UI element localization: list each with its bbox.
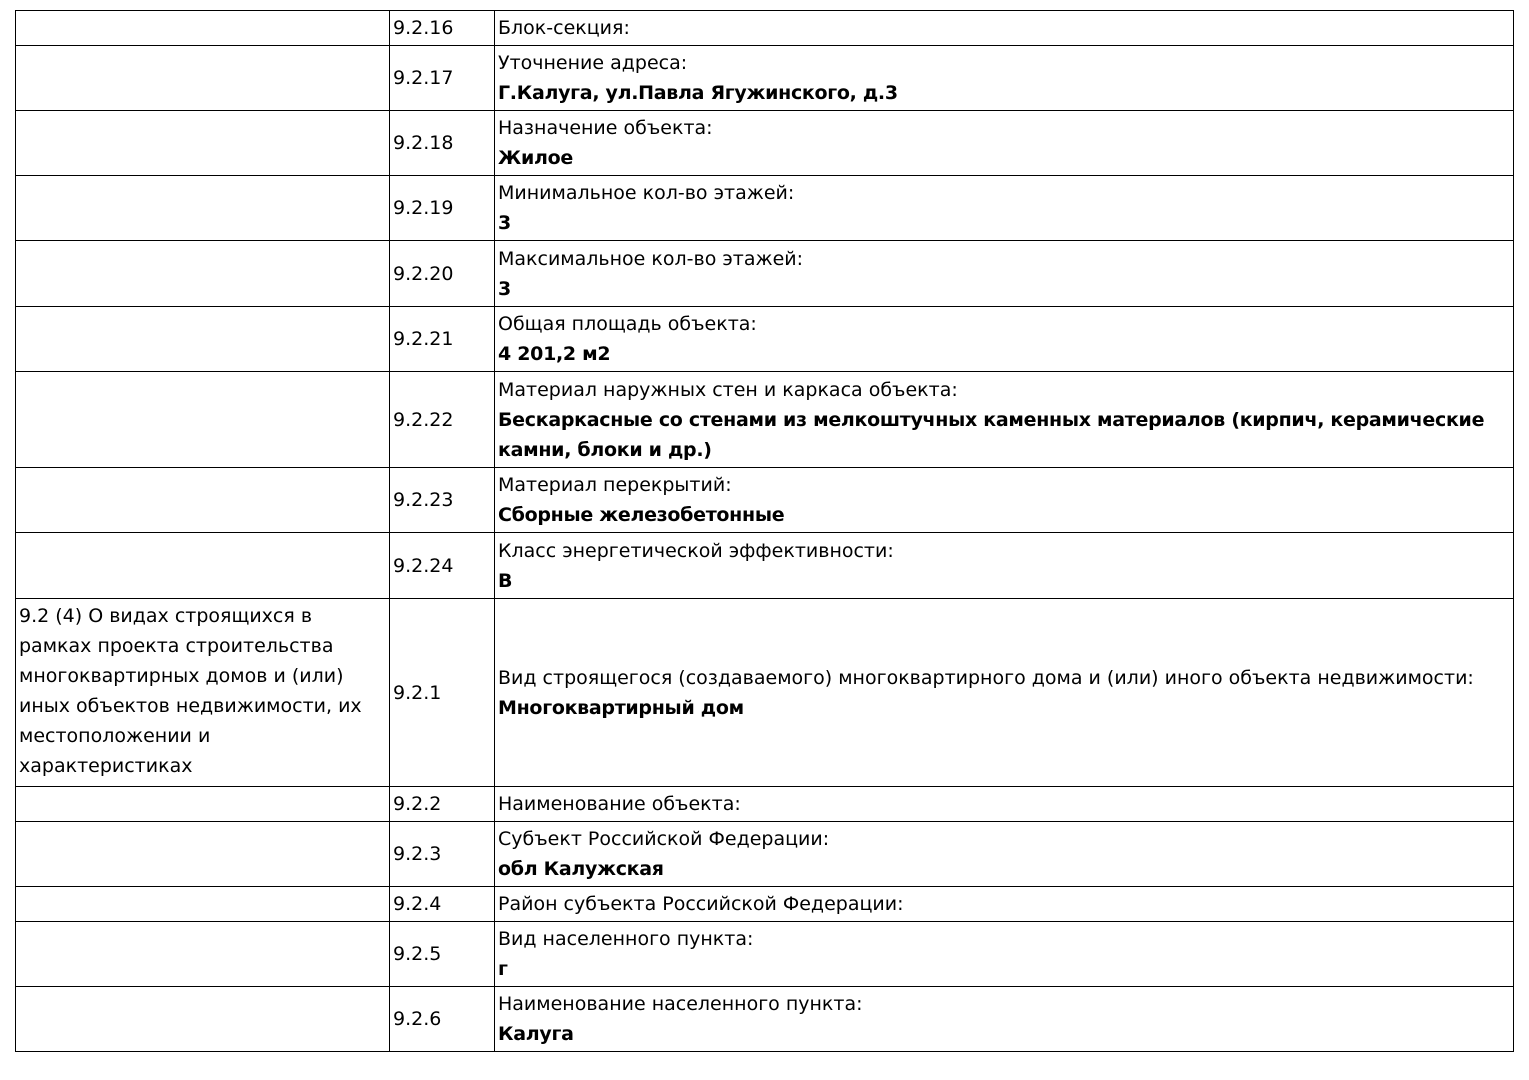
item-label: Максимальное кол-во этажей: xyxy=(498,247,804,270)
section-cell: 9.2 (4) О видах строящихся в рамках проекта строительства многоквартирных домов и (или) иных объектов недвижимости, их местоположении и характеристиках xyxy=(16,599,390,787)
item-value: обл Калужская xyxy=(498,858,664,880)
item-content xyxy=(495,372,1514,468)
table-row xyxy=(16,307,1514,372)
item-number: 9.2.22 xyxy=(390,372,495,468)
item-content xyxy=(495,822,1514,887)
section-cell xyxy=(16,822,390,887)
item-label: Вид населенного пункта: xyxy=(498,928,754,950)
table-row xyxy=(16,922,1514,987)
item-content xyxy=(495,922,1514,987)
item-label: Минимальное кол-во этажей: xyxy=(498,182,795,204)
section-cell xyxy=(16,307,390,372)
item-content xyxy=(495,599,1514,787)
item-content xyxy=(495,46,1514,111)
item-number: 9.2.6 xyxy=(390,987,495,1052)
item-number: 9.2.5 xyxy=(390,922,495,987)
item-value: Сборные железобетонные xyxy=(498,504,785,526)
item-content xyxy=(495,111,1514,176)
item-label: Вид строящегося (создаваемого) многоквартирного дома и (или) иного объекта недвижимости: xyxy=(498,666,1474,689)
item-value: Бескаркасные со стенами из мелкоштучных каменных материалов (кирпич, керамические камни, блоки и др.) xyxy=(498,408,1485,461)
section-cell xyxy=(16,372,390,468)
item-content xyxy=(495,241,1514,307)
item-content xyxy=(495,11,1514,46)
item-content xyxy=(495,533,1514,599)
section-cell xyxy=(16,468,390,533)
item-number: 9.2.4 xyxy=(390,887,495,922)
table-row xyxy=(16,822,1514,887)
section-cell xyxy=(16,111,390,176)
section-cell xyxy=(16,887,390,922)
item-value: Г.Калуга, ул.Павла Ягужинского, д.3 xyxy=(498,82,898,104)
table-row xyxy=(16,241,1514,307)
item-number: 9.2.18 xyxy=(390,111,495,176)
table-row xyxy=(16,987,1514,1052)
item-number: 9.2.2 xyxy=(390,787,495,822)
item-number: 9.2.23 xyxy=(390,468,495,533)
section-cell xyxy=(16,241,390,307)
item-label: Класс энергетической эффективности: xyxy=(498,539,894,562)
item-number: 9.2.20 xyxy=(390,241,495,307)
section-cell xyxy=(16,46,390,111)
table-row xyxy=(16,787,1514,822)
item-label: Общая площадь объекта: xyxy=(498,313,757,335)
item-label: Материал перекрытий: xyxy=(498,474,732,496)
item-number: 9.2.1 xyxy=(390,599,495,787)
table-row xyxy=(16,372,1514,468)
table-row xyxy=(16,533,1514,599)
section-cell xyxy=(16,787,390,822)
item-value: Многоквартирный дом xyxy=(498,696,744,719)
item-number: 9.2.19 xyxy=(390,176,495,241)
item-number: 9.2.16 xyxy=(390,11,495,46)
section-cell xyxy=(16,11,390,46)
table-row xyxy=(16,599,1514,787)
item-content xyxy=(495,787,1514,822)
table-row xyxy=(16,11,1514,46)
item-value: 3 xyxy=(498,277,511,300)
item-label: Наименование населенного пункта: xyxy=(498,993,863,1015)
item-content xyxy=(495,887,1514,922)
item-label: Назначение объекта: xyxy=(498,117,713,139)
item-content xyxy=(495,987,1514,1052)
item-number: 9.2.24 xyxy=(390,533,495,599)
document-table xyxy=(15,10,1514,1052)
item-content xyxy=(495,176,1514,241)
item-value: г xyxy=(498,958,508,980)
item-value: 4 201,2 м2 xyxy=(498,343,611,365)
table-row xyxy=(16,46,1514,111)
section-cell xyxy=(16,176,390,241)
section-cell xyxy=(16,533,390,599)
item-label: Уточнение адреса: xyxy=(498,52,688,74)
table-row xyxy=(16,468,1514,533)
item-value: 3 xyxy=(498,212,511,234)
item-number: 9.2.17 xyxy=(390,46,495,111)
table-row xyxy=(16,887,1514,922)
item-label: Наименование объекта: xyxy=(498,793,741,815)
section-cell xyxy=(16,987,390,1052)
item-number: 9.2.3 xyxy=(390,822,495,887)
table-row xyxy=(16,176,1514,241)
item-label: Район субъекта Российской Федерации: xyxy=(498,893,904,915)
item-content xyxy=(495,307,1514,372)
item-label: Материал наружных стен и каркаса объекта: xyxy=(498,378,958,401)
item-label: Субъект Российской Федерации: xyxy=(498,828,830,850)
item-value: Калуга xyxy=(498,1023,574,1045)
section-cell xyxy=(16,922,390,987)
item-label: Блок-секция: xyxy=(498,17,630,39)
table-row xyxy=(16,111,1514,176)
item-content xyxy=(495,468,1514,533)
item-number: 9.2.21 xyxy=(390,307,495,372)
item-value: Жилое xyxy=(498,147,573,169)
item-value: В xyxy=(498,569,513,592)
